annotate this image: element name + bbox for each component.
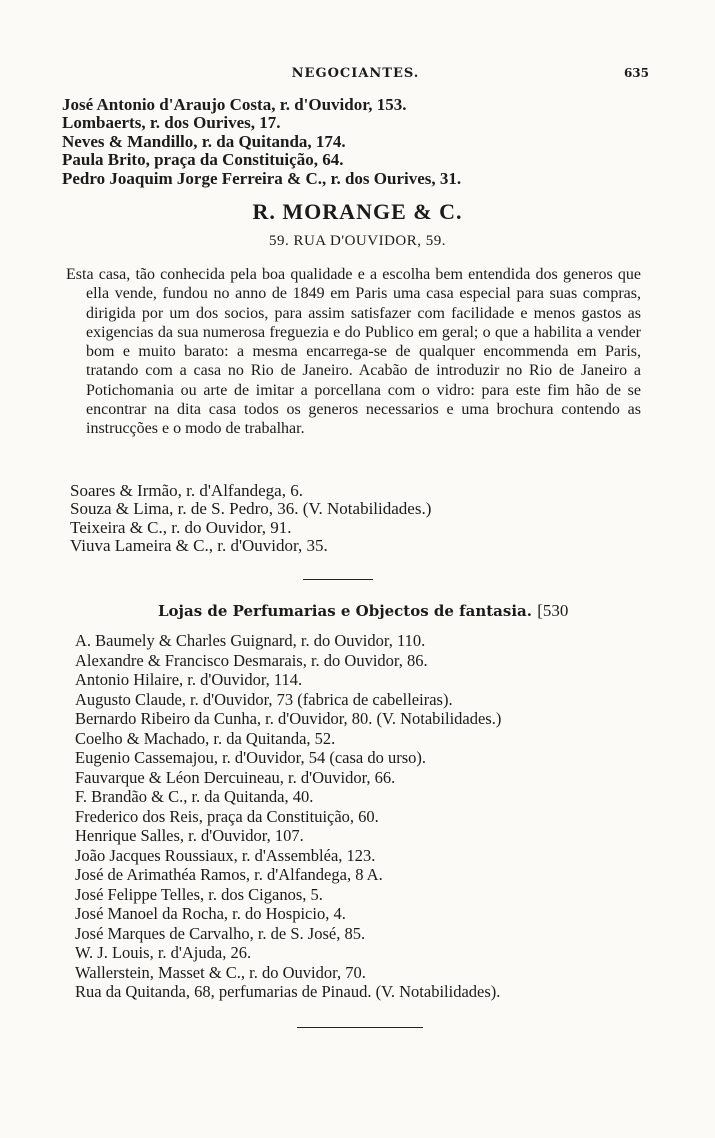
list-item: W. J. Louis, r. d'Ajuda, 26. — [75, 943, 252, 962]
section-title-text: Lojas de Perfumarias e Objectos de fantasia. — [158, 602, 532, 620]
list-item: Rua da Quitanda, 68, perfumarias de Pinaud. (V. Notabilidades). — [75, 982, 501, 1001]
merchant-address: 59. RUA D'OUVIDOR, 59. — [268, 233, 447, 249]
list-item: José Manoel da Rocha, r. do Hospicio, 4. — [75, 904, 346, 923]
list-item: José de Arimathéa Ramos, r. d'Alfandega, 8 A. — [75, 865, 383, 884]
list-item: Eugenio Cassemajou, r. d'Ouvidor, 54 (casa do urso). — [75, 748, 427, 767]
page-number: 635 — [623, 66, 649, 80]
merchant-description: Esta casa, tão conhecida pela boa qualidade e a escolha bem entendida dos generos que ella vende, fundou no anno de 1849 em Paris uma casa especial para suas compras, dirigida por um dos socios, para assim satisfazer com facilidade e menos gastos as exigencias da sua numerosa freguezia e do Publico em geral; o que a habilita a vender bom e muito barato: a mesma encarrega-se de qualquer encommenda em Paris, tratando com a casa no Rio de Janeiro. Acabão de introduzir no Rio de Janeiro a Potichomania ou arte de imitar a porcellana com o vidro: para este fim hão de se encontrar na dita casa todos os generos necessarios e uma brochura contendo as instrucções e o modo de trabalhar. — [66, 266, 641, 438]
list-item: Lombaerts, r. dos Ourives, 17. — [62, 113, 281, 133]
section-ref: [530 — [537, 601, 569, 620]
list-item: Paula Brito, praça da Constituição, 64. — [62, 150, 344, 170]
page-title: NEGOCIANTES. — [291, 66, 420, 81]
list-item: Souza & Lima, r. de S. Pedro, 36. (V. Notabilidades.) — [70, 499, 432, 519]
perfumery-shop-list — [75, 631, 655, 1002]
list-item: Wallerstein, Masset & C., r. do Ouvidor, 70. — [75, 962, 366, 982]
divider — [303, 579, 373, 580]
list-item: Fauvarque & Léon Dercuineau, r. d'Ouvidor, 66. — [75, 767, 396, 787]
list-item: José Marques de Carvalho, r. de S. José, 85. — [75, 923, 366, 943]
section-title — [158, 601, 655, 621]
list-item: João Jacques Roussiaux, r. d'Assembléa, 123. — [75, 845, 376, 865]
list-item: Augusto Claude, r. d'Ouvidor, 73 (fabrica de cabelleiras). — [75, 689, 453, 709]
list-item: F. Brandão & C., r. da Quitanda, 40. — [75, 787, 314, 806]
list-item: Frederico dos Reis, praça da Constituição, 60. — [75, 806, 379, 826]
middle-merchant-list — [70, 482, 651, 556]
list-item: A. Baumely & Charles Guignard, r. do Ouvidor, 110. — [75, 631, 426, 650]
list-item: Neves & Mandillo, r. da Quitanda, 174. — [62, 131, 346, 151]
merchant-name: R. MORANGE & C. — [252, 199, 463, 224]
list-item: Henrique Salles, r. d'Ouvidor, 107. — [75, 826, 304, 845]
divider — [297, 1027, 423, 1028]
list-item: Bernardo Ribeiro da Cunha, r. d'Ouvidor, 80. (V. Notabilidades.) — [75, 709, 502, 728]
list-item: Pedro Joaquim Jorge Ferreira & C., r. dos Ourives, 31. — [62, 168, 462, 188]
list-item: Viuva Lameira & C., r. d'Ouvidor, 35. — [70, 536, 328, 556]
list-item: Antonio Hilaire, r. d'Ouvidor, 114. — [75, 670, 303, 689]
page-header — [62, 66, 649, 86]
top-merchant-list — [62, 96, 651, 188]
list-item: Alexandre & Francisco Desmarais, r. do Ouvidor, 86. — [75, 650, 428, 670]
list-item: José Antonio d'Araujo Costa, r. d'Ouvidor, 153. — [62, 95, 407, 114]
list-item: Coelho & Machado, r. da Quitanda, 52. — [75, 728, 336, 748]
list-item: Soares & Irmão, r. d'Alfandega, 6. — [70, 481, 303, 500]
list-item: Teixeira & C., r. do Ouvidor, 91. — [70, 517, 292, 537]
list-item: José Felippe Telles, r. dos Ciganos, 5. — [75, 884, 323, 904]
